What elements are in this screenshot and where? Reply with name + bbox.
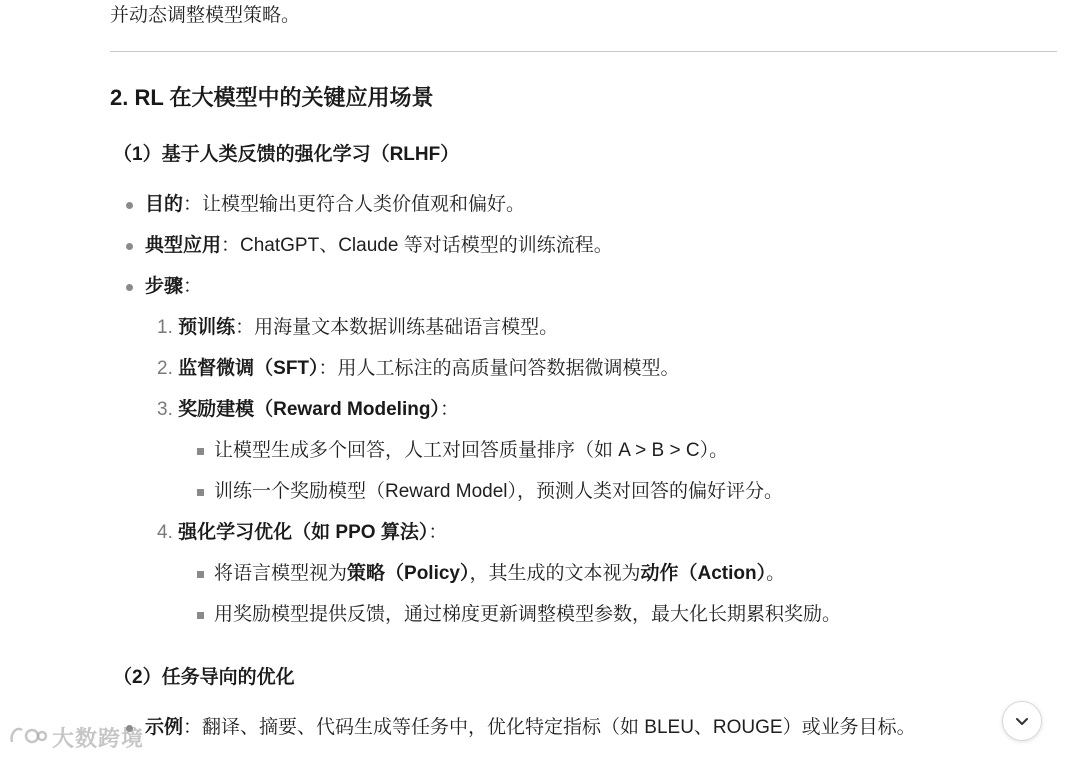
step-item-3 (157, 397, 459, 423)
step-number: 2. (157, 358, 173, 379)
sub-bullet-square (197, 571, 204, 578)
scroll-down-button[interactable] (1002, 701, 1042, 741)
bullet-typical-use (145, 233, 613, 259)
step-text: ： (439, 399, 459, 420)
chevron-down-icon (1013, 712, 1031, 730)
bullet-example (145, 715, 916, 741)
sub-bullet-square (197, 489, 204, 496)
bullet-text: ：让模型输出更符合人类价值观和偏好。 (183, 194, 526, 215)
sub-item-policy (214, 561, 785, 587)
step-item-4 (157, 520, 447, 546)
bullet-steps (145, 274, 202, 300)
step-item-1 (157, 315, 558, 341)
bullet-label: 目的 (145, 194, 184, 215)
step-number: 1. (157, 317, 173, 338)
bullet-dot (126, 202, 133, 209)
step-number: 4. (157, 522, 173, 543)
sub-item-ranking: 让模型生成多个回答，人工对回答质量排序（如 A > B > C）。 (214, 440, 729, 461)
step-number: 3. (157, 399, 173, 420)
bullet-label: 典型应用 (145, 235, 222, 256)
step-text: ：用海量文本数据训练基础语言模型。 (235, 317, 559, 338)
sub-text: 。 (766, 563, 786, 584)
watermark-logo (8, 722, 48, 748)
horizontal-rule (110, 51, 1057, 52)
bullet-text: ：翻译、摘要、代码生成等任务中，优化特定指标（如 BLEU、ROUGE）或业务目标。 (183, 717, 916, 738)
bullet-purpose (145, 192, 525, 218)
sub-text: ，其生成的文本视为 (469, 563, 641, 584)
sub-text: 将语言模型视为 (214, 563, 348, 584)
sub-item-feedback: 用奖励模型提供反馈，通过梯度更新调整模型参数，最大化长期累积奖励。 (214, 604, 842, 625)
step-label: 奖励建模（Reward Modeling） (178, 399, 440, 420)
step-label: 预训练 (178, 317, 236, 338)
sub-bold: 动作（Action） (640, 563, 767, 584)
sub-bullet-square (197, 612, 204, 619)
watermark-text: 大数跨境 (52, 726, 145, 751)
sub-bullet-square (197, 448, 204, 455)
section-title: 2. RL 在大模型中的关键应用场景 (110, 85, 434, 110)
bullet-label: 步骤 (145, 276, 184, 297)
subsection-title-rlhf: （1）基于人类反馈的强化学习（RLHF） (113, 144, 460, 165)
step-label: 强化学习优化（如 PPO 算法） (178, 522, 429, 543)
step-item-2 (157, 356, 680, 382)
subsection-title-task: （2）任务导向的优化 (113, 667, 295, 688)
bullet-dot (126, 284, 133, 291)
step-text: ：用人工标注的高质量问答数据微调模型。 (318, 358, 680, 379)
step-text: ： (428, 522, 448, 543)
paragraph-tail: 并动态调整模型策略。 (110, 5, 301, 26)
sub-item-reward-model: 训练一个奖励模型（Reward Model），预测人类对回答的偏好评分。 (214, 481, 783, 502)
bullet-text: ： (183, 276, 203, 297)
bullet-text: ：ChatGPT、Claude 等对话模型的训练流程。 (221, 235, 613, 256)
sub-bold: 策略（Policy） (347, 563, 470, 584)
bullet-dot (126, 243, 133, 250)
step-label: 监督微调（SFT） (178, 358, 319, 379)
bullet-label: 示例 (145, 717, 184, 738)
